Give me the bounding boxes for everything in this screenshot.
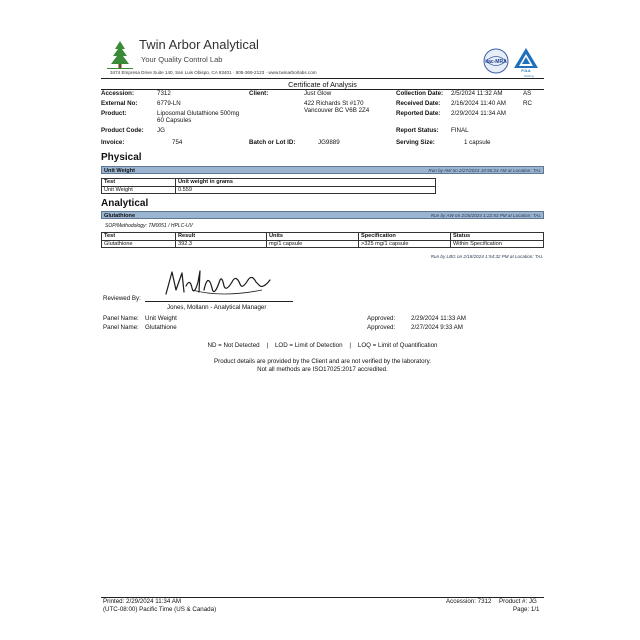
- panel-name: Unit Weight: [145, 315, 177, 322]
- second-run-info: Run by LBG on 2/18/2024 1:54:32 PM at Location: TAL: [430, 254, 543, 259]
- header-cell: Unit weight in grams: [176, 179, 436, 187]
- pjla-badge-icon: [512, 46, 540, 74]
- reviewer-name: Jones, Mollann - Analytical Manager: [167, 304, 267, 311]
- disclaimer-line1: Product details are provided by the Client and are not verified by the laboratory.: [214, 358, 431, 365]
- collection-value: 2/5/2024 11:32 AM: [451, 89, 503, 97]
- analytical-table: [101, 232, 544, 248]
- glutathione-run-info: Run by AW on 2/26/2024 1:22:53 PM at Location: TAL: [430, 213, 541, 218]
- header-rule: [101, 78, 544, 79]
- serving-value: 1 capsule: [464, 139, 491, 146]
- table-cell: >325 mg/1 capsule: [359, 240, 451, 248]
- approved-label: Approved:: [367, 324, 396, 331]
- method-line: SOP/Methodology: TM0051 / HPLC-UV: [105, 223, 193, 229]
- reported-label: Reported Date:: [396, 109, 441, 117]
- approved-label: Approved:: [367, 315, 396, 322]
- tree-logo-icon: [105, 40, 135, 70]
- disclaimer-line2: Not all methods are ISO17025:2017 accredited.: [257, 365, 388, 373]
- header-cell: Test: [102, 179, 176, 187]
- product-value-line1: Liposomal Glutathione 500mg: [157, 109, 240, 117]
- table-header-row: [102, 233, 544, 241]
- footer-product-number: Product #: JG: [499, 598, 537, 605]
- panel-label: Panel Name:: [103, 324, 139, 331]
- table-cell: Unit Weight: [102, 186, 176, 194]
- unit-weight-run-info: Run by AW on 2/27/2024 10:56:24 AM at Location: TAL: [428, 168, 541, 173]
- product-code-value: JG: [157, 127, 165, 134]
- footer-accession: Accession: 7312: [446, 598, 492, 605]
- invoice-label: Invoice:: [101, 139, 125, 146]
- product-code-label: Product Code:: [101, 127, 144, 134]
- panel-name: Glutathione: [145, 324, 177, 331]
- external-label: External No:: [101, 99, 138, 107]
- reviewed-by-label: Reviewed By:: [103, 295, 141, 302]
- product-label: Product:: [101, 109, 127, 117]
- status-value: FINAL: [451, 127, 469, 134]
- status-label: Report Status:: [396, 127, 439, 134]
- header-cell: Units: [267, 233, 359, 241]
- client-address-line2: Vancouver BC V6B 2Z4: [304, 107, 370, 114]
- unit-weight-band: [101, 166, 544, 174]
- approved-value: 2/27/2024 9:33 AM: [411, 324, 463, 331]
- table-header-row: [102, 179, 436, 187]
- batch-label: Batch or Lot ID:: [249, 139, 296, 146]
- doc-title: Certificate of Analysis: [288, 80, 357, 89]
- abbreviation-legend: ND = Not Detected | LOD = Limit of Detection | LOQ = Limit of Quantification: [207, 342, 438, 349]
- received-value: 2/16/2024 11:40 AM: [451, 99, 506, 107]
- printed-date: Printed: 2/29/2024 11:34 AM: [103, 598, 181, 605]
- unit-weight-band-label: Unit Weight: [104, 167, 135, 174]
- approved-value: 2/29/2024 11:33 AM: [411, 315, 466, 322]
- header-cell: Result: [176, 233, 267, 241]
- table-cell: 0.559: [176, 186, 436, 194]
- product-value-line2: 60 Capsules: [157, 117, 192, 124]
- glutathione-band-label: Glutathione: [104, 212, 136, 219]
- accession-label: Accession:: [101, 89, 135, 97]
- lab-name: Twin Arbor Analytical: [139, 37, 259, 52]
- table-row: [102, 186, 436, 194]
- signature-image: [162, 268, 274, 302]
- ilac-mra-badge-icon: [483, 48, 509, 74]
- invoice-value: 754: [172, 139, 183, 146]
- batch-value: JG9889: [318, 139, 340, 146]
- received-by: RC: [523, 99, 532, 107]
- page-number: Page: 1/1: [513, 605, 540, 613]
- pjla-subtext: Testing: [524, 74, 534, 78]
- table-row: [102, 240, 544, 248]
- timezone: (UTC-08:00) Pacific Time (US & Canada): [103, 605, 217, 613]
- accession-value: 7312: [157, 89, 171, 97]
- ilac-badge-text: ilac-MRA: [485, 59, 507, 65]
- table-cell: Glutathione: [102, 240, 176, 248]
- header-cell: Test: [102, 233, 176, 241]
- lab-address: 3474 Empresa Drive Suite 140, San Luis Obispo, CA 93401 · 805-369-2123 · www.twinarborlabs.com: [110, 70, 317, 75]
- collection-by: AS: [523, 89, 532, 97]
- table-cell: Within Specification: [451, 240, 544, 248]
- table-cell: mg/1 capsule: [267, 240, 359, 248]
- table-cell: 392.3: [176, 240, 267, 248]
- analytical-section-title: Analytical: [101, 198, 149, 209]
- physical-section-title: Physical: [101, 152, 142, 163]
- pjla-badge-text: PJLA: [521, 69, 531, 73]
- client-label: Client:: [249, 89, 269, 97]
- client-name: Just Glow: [304, 89, 332, 97]
- collection-label: Collection Date:: [396, 89, 444, 97]
- client-address-line1: 422 Richards St #170: [304, 99, 364, 107]
- glutathione-band: [101, 211, 544, 219]
- reported-value: 2/29/2024 11:34 AM: [451, 109, 506, 117]
- received-label: Received Date:: [396, 99, 441, 107]
- serving-label: Serving Size:: [396, 139, 435, 146]
- header-cell: Status: [451, 233, 544, 241]
- panel-label: Panel Name:: [103, 315, 139, 322]
- physical-table: [101, 178, 436, 194]
- signature-line: [145, 301, 293, 302]
- lab-tagline: Your Quality Control Lab: [141, 55, 223, 64]
- external-value: 6779-LN: [157, 99, 181, 107]
- header-cell: Specification: [359, 233, 451, 241]
